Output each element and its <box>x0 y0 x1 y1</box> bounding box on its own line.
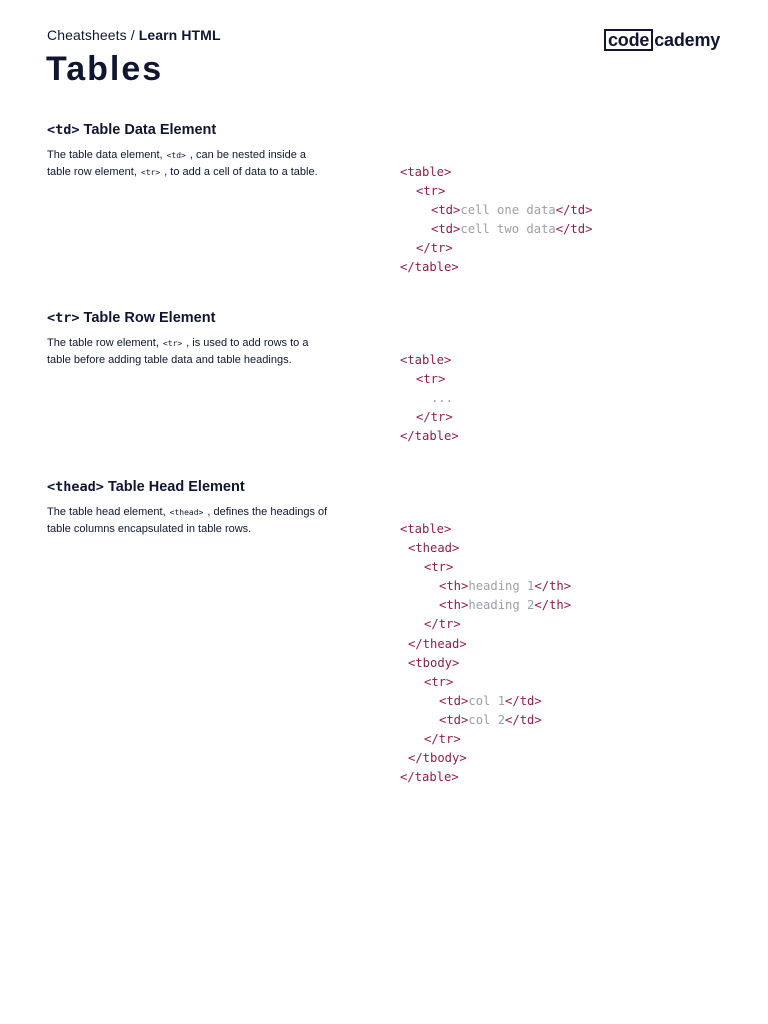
code-line: </tr> <box>416 410 453 425</box>
page-title: Tables <box>46 50 164 88</box>
code-line: </table> <box>400 770 459 785</box>
code-line: </thead> <box>408 636 467 651</box>
code-line: </table> <box>400 429 459 444</box>
breadcrumb-separator: / <box>126 27 139 43</box>
breadcrumb <box>47 27 221 43</box>
code-line: <tr> <box>416 184 446 199</box>
codecademy-logo[interactable] <box>604 29 720 51</box>
section-tag: <tr> <box>47 310 80 326</box>
section-description <box>47 147 332 182</box>
code-line: <tbody> <box>408 655 460 670</box>
code-line: <tr> <box>424 560 454 575</box>
code-line: <td>col 1</td> <box>439 693 542 708</box>
code-line: <table> <box>400 165 452 179</box>
desc-text: The table row element, <box>47 337 159 349</box>
section-tag: <td> <box>47 122 80 138</box>
desc-text: , is used to add rows to a table before adding table data and table headings. <box>47 337 309 367</box>
code-line: </tbody> <box>408 751 467 766</box>
desc-text: The table data element, <box>47 149 163 161</box>
code-line: <td>cell two data</td> <box>431 222 593 237</box>
code-block <box>400 163 592 278</box>
logo-text: cademy <box>654 30 721 50</box>
section-title: Table Data Element <box>83 122 217 138</box>
inline-code: <td> <box>166 151 186 160</box>
inline-code: <tr> <box>162 339 183 348</box>
section-description <box>47 335 332 370</box>
code-line: </tr> <box>424 617 461 632</box>
code-line: </tr> <box>416 241 453 256</box>
desc-text: , to add a cell of data to a table. <box>164 166 318 179</box>
code-line: <th>heading 2</th> <box>439 598 572 613</box>
code-line: <td>col 2</td> <box>439 712 542 727</box>
code-line: </table> <box>400 260 459 275</box>
section-description <box>47 504 332 539</box>
code-block <box>400 351 459 446</box>
code-line: </tr> <box>424 732 461 747</box>
code-line: ... <box>431 391 454 406</box>
section-heading <box>47 477 245 497</box>
code-block <box>400 520 571 787</box>
logo-code-box: code <box>604 29 653 51</box>
section-title: Table Head Element <box>107 479 245 495</box>
code-line: <tr> <box>424 674 454 689</box>
code-line: <td>cell one data</td> <box>431 203 593 218</box>
breadcrumb-current[interactable]: Learn HTML <box>138 27 221 43</box>
desc-text: The table head element, <box>47 506 166 518</box>
desc-text: , can be nested inside a table row element, <box>47 149 307 179</box>
section-heading <box>47 308 215 328</box>
inline-code: <tr> <box>140 168 161 178</box>
code-line: <table> <box>400 522 452 536</box>
section-heading <box>47 120 216 140</box>
code-line: <th>heading 1</th> <box>439 579 572 594</box>
desc-text: , defines the headings of table columns encapsulated in table rows. <box>47 506 328 536</box>
code-line: <tr> <box>416 372 446 387</box>
code-line: <table> <box>400 353 452 367</box>
section-title: Table Row Element <box>83 310 216 326</box>
breadcrumb-root-link[interactable]: Cheatsheets <box>47 27 127 43</box>
code-line: <thead> <box>408 541 460 556</box>
inline-code: <thead> <box>169 508 204 517</box>
section-tag: <thead> <box>47 479 104 495</box>
